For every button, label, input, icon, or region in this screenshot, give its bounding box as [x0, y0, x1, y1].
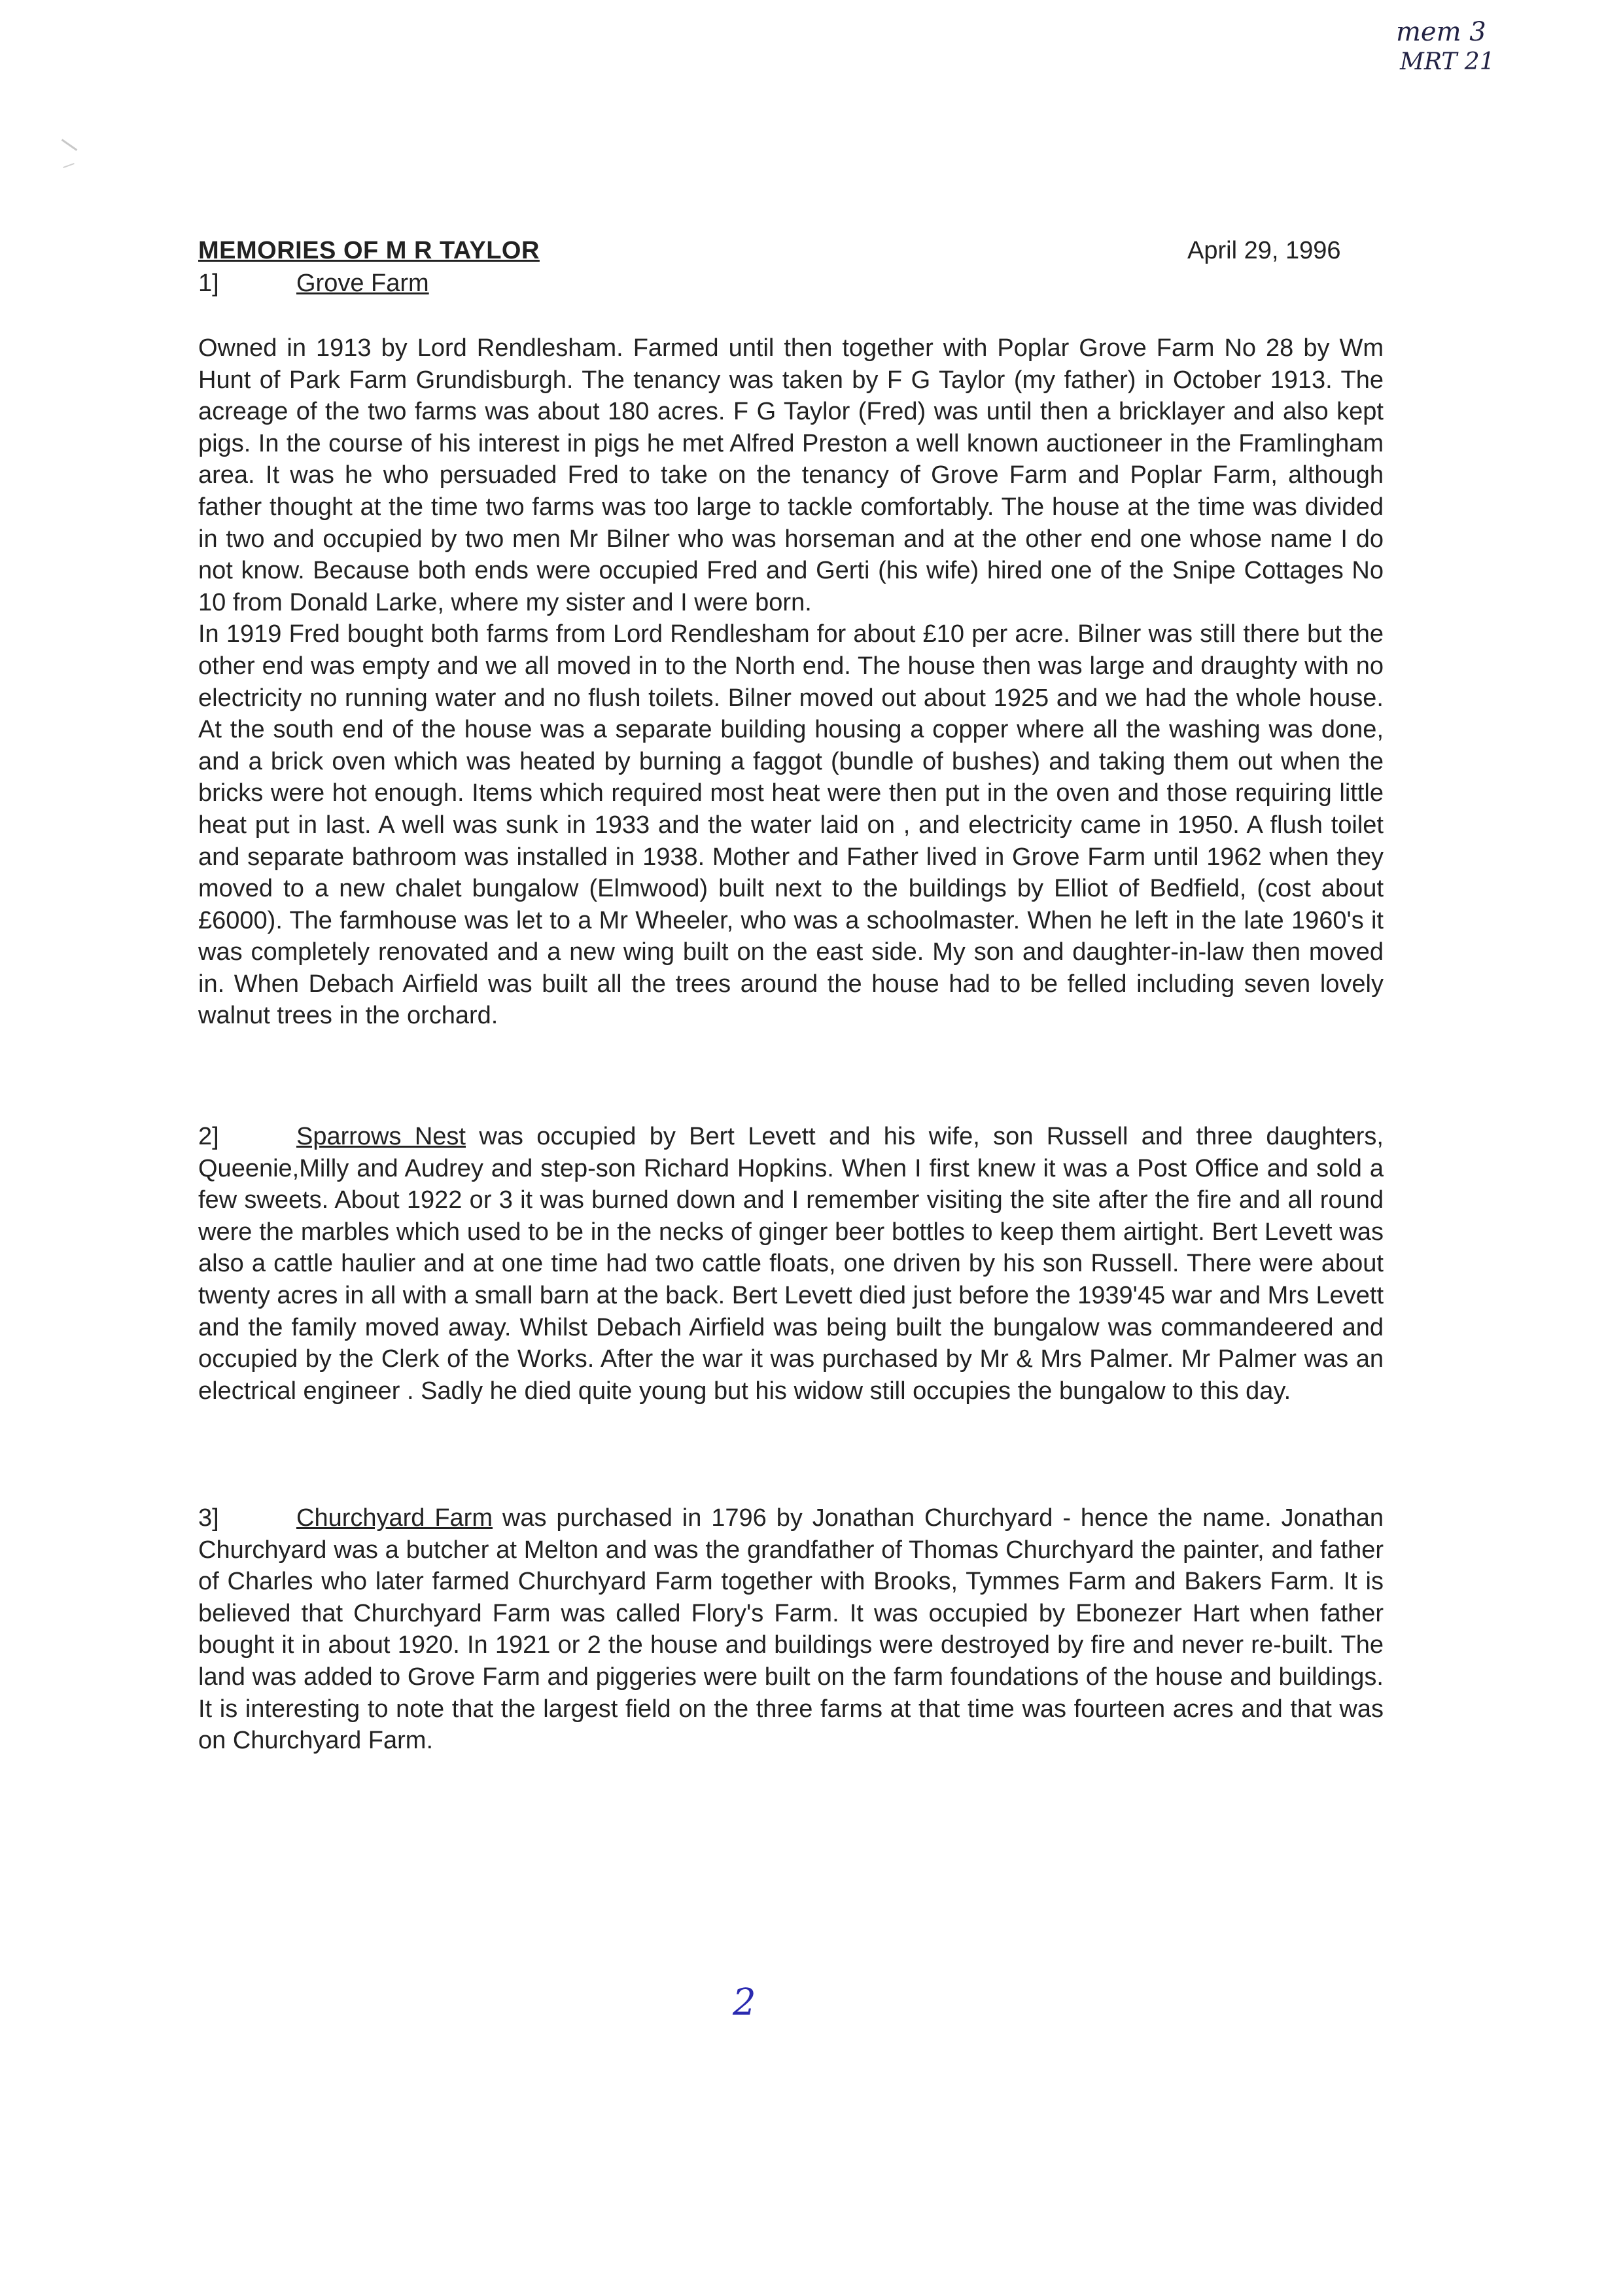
document-date: April 29, 1996	[1187, 237, 1341, 264]
section-2-body	[198, 1121, 1384, 1407]
section-1-number: 1]	[198, 270, 219, 297]
section-3-text: was purchased in 1796 by Jonathan Churchyard - hence the name. Jonathan Churchyard was a butcher at Melton and was the grandfather of Thomas Churchyard the painter, and father of Charles who later farmed Churchyard Farm together with Brooks, Tymmes Farm and Bakers Farm. It is believed that Churchyard Farm was called Flory's Farm. It was occupied by Ebonezer Hart when father bought it in about 1920. In 1921 or 2 the house and buildings were destroyed by fire and never re-built. The land was added to Grove Farm and piggeries were built on the farm foundations of the house and buildings. It is interesting to note that the largest field on the three farms at that time was fourteen acres and that was on Churchyard Farm.	[198, 1504, 1384, 1755]
section-1-body	[198, 332, 1384, 1032]
section-2-paragraph	[198, 1121, 1384, 1407]
handwritten-reference-line2: MRT 21	[1400, 48, 1495, 75]
section-2-text: was occupied by Bert Levett and his wife, son Russell and three daughters, Queenie,Milly and Audrey and step-son Richard Hopkins. When I first knew it was a Post Office and sold a few sweets. About 1922 or 3 it was burned down and I remember visiting the site after the fire and all round were the marbles which used to be in the necks of ginger beer bottles to keep them airtight. Bert Levett was also a cattle haulier and at one time had two cattle floats, one driven by his son Russell. There were about twenty acres in all with a small barn at the back. Bert Levett died just before the 1939'45 war and Mrs Levett and the family moved away. Whilst Debach Airfield was being built the bungalow was commandeered and occupied by the Clerk of the Works. After the war it was purchased by Mr & Mrs Palmer. Mr Palmer was an electrical engineer . Sadly he died quite young but his widow still occupies the bungalow to this day.	[198, 1123, 1384, 1405]
handwritten-reference-line1: mem 3	[1396, 17, 1486, 47]
handwritten-page-number: 2	[733, 1981, 756, 2024]
document-title: MEMORIES OF M R TAYLOR	[198, 237, 540, 264]
section-3-number: 3]	[198, 1504, 219, 1532]
section-3-paragraph	[198, 1502, 1384, 1757]
scan-artifact-mark	[61, 139, 78, 151]
section-1-name: Grove Farm	[296, 270, 429, 297]
section-3-name: Churchyard Farm	[296, 1504, 493, 1532]
section-3-body	[198, 1502, 1384, 1757]
scan-artifact-mark	[63, 163, 75, 168]
section-1-paragraph-1: Owned in 1913 by Lord Rendlesham. Farmed until then together with Poplar Grove Farm No 28 by Wm Hunt of Park Farm Grundisburgh. The tenancy was taken by F G Taylor (my father) in October 1913. The acreage of the two farms was about 180 acres. F G Taylor (Fred) was until then a bricklayer and also kept pigs. In the course of his interest in pigs he met Alfred Preston a well known auctioneer in the Framlingham area. It was he who persuaded Fred to take on the tenancy of Grove Farm and Poplar Farm, although father thought at the time two farms was too large to tackle comfortably. The house at the time was divided in two and occupied by two men Mr Bilner who was horseman and at the other end one whose name I do not know. Because both ends were occupied Fred and Gerti (his wife) hired one of the Snipe Cottages No 10 from Donald Larke, where my sister and I were born.	[198, 334, 1384, 616]
section-2-name: Sparrows Nest	[296, 1123, 466, 1150]
section-1-paragraph-2: In 1919 Fred bought both farms from Lord Rendlesham for about £10 per acre. Bilner was still there but the other end was empty and we all moved in to the North end. The house then was large and draughty with no electricity no running water and no flush toilets. Bilner moved out about 1925 and we had the whole house. At the south end of the house was a separate building housing a copper where all the washing was done, and a brick oven which was heated by burning a faggot (bundle of bushes) and taking them out when the bricks were hot enough. Items which required most heat were then put in the oven and those requiring little heat put in last. A well was sunk in 1933 and the water laid on , and electricity came in 1950. A flush toilet and separate bathroom was installed in 1938. Mother and Father lived in Grove Farm until 1962 when they moved to a new chalet bungalow (Elmwood) built next to the buildings by Elliot of Bedfield, (cost about £6000). The farmhouse was let to a Mr Wheeler, who was a schoolmaster. When he left in the late 1960's it was completely renovated and a new wing built on the east side. My son and daughter-in-law then moved in. When Debach Airfield was built all the trees around the house had to be felled including seven lovely walnut trees in the orchard.	[198, 620, 1384, 1030]
section-2-number: 2]	[198, 1123, 219, 1150]
section-1-heading	[198, 270, 429, 298]
